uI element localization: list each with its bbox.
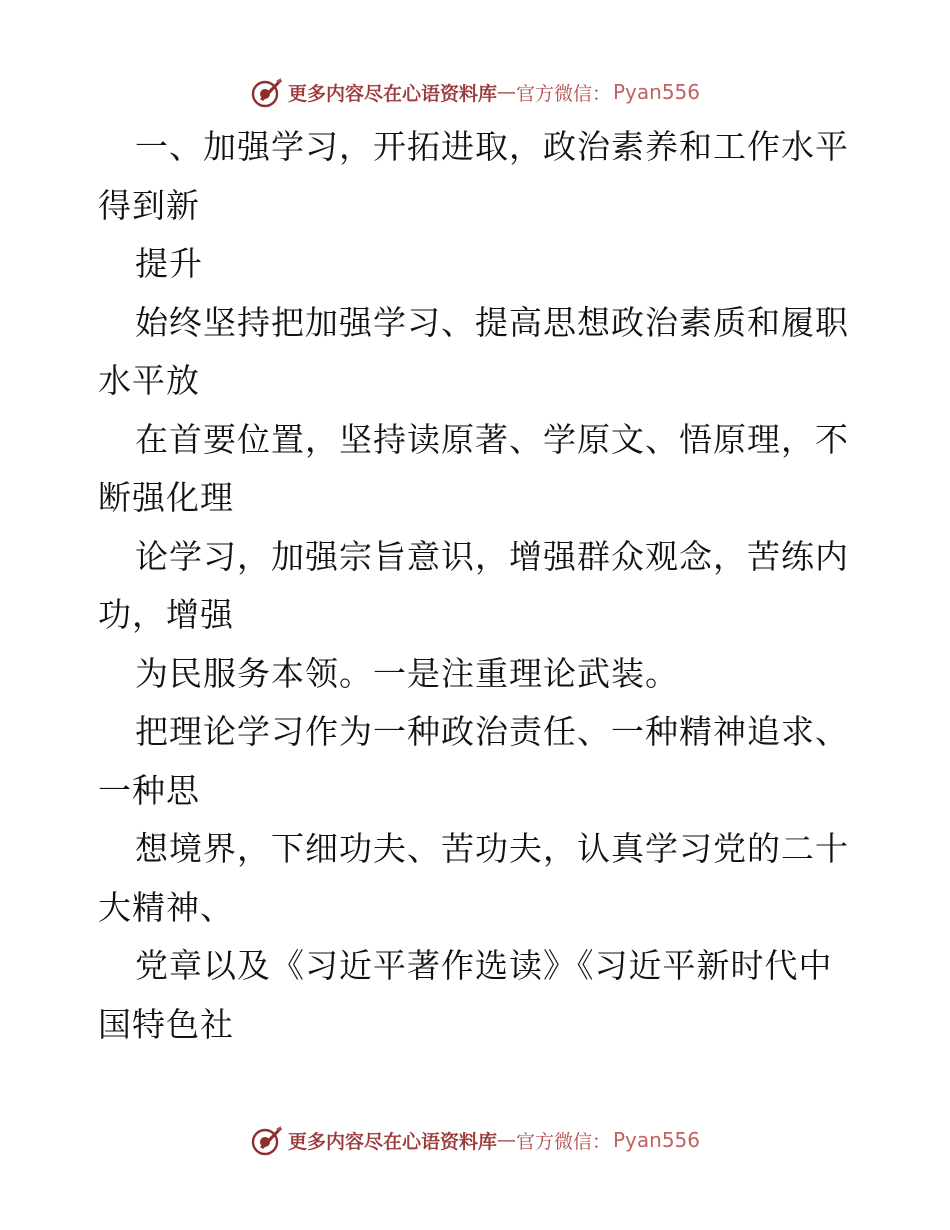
text-line: 得到新 — [98, 185, 200, 225]
text-line: 大精神、 — [98, 887, 234, 927]
text-line: 想境界，下细功夫、苦功夫，认真学习党的二十 — [135, 829, 849, 868]
banner-wechat-label: 官方微信： — [515, 82, 611, 105]
quill-pen-logo-icon — [250, 75, 284, 109]
text-line: 为民服务本领。一是注重理论武装。 — [135, 653, 679, 693]
footer-watermark-banner — [0, 1120, 950, 1160]
banner-dash: — — [496, 81, 516, 103]
text-line: 水平放 — [98, 361, 200, 400]
document-body — [98, 118, 858, 1054]
text-line: 论学习，加强宗旨意识，增强群众观念，苦练内 — [135, 536, 849, 576]
text-line: 一种思 — [98, 770, 200, 810]
text-line: 党章以及《习近平著作选读》《习近平新时代中 — [135, 946, 833, 985]
text-line: 一、加强学习，开拓进取，政治素养和工作水平 — [135, 127, 849, 166]
quill-pen-logo-icon — [250, 1123, 284, 1157]
text-line: 功，增强 — [98, 595, 234, 634]
text-line: 国特色社 — [98, 1004, 234, 1044]
banner-wechat-id: Pyan556 — [613, 80, 701, 104]
banner-wechat-id: Pyan556 — [613, 1128, 701, 1152]
text-line: 断强化理 — [98, 478, 234, 517]
text-line: 提升 — [135, 244, 203, 283]
text-line: 始终坚持把加强学习、提高思想政治素质和履职 — [135, 302, 849, 342]
header-watermark-banner — [0, 72, 950, 112]
text-line: 把理论学习作为一种政治责任、一种精神追求、 — [135, 712, 849, 751]
banner-wechat-label: 官方微信： — [515, 1130, 611, 1153]
banner-title: 更多内容尽在心语资料库 — [287, 82, 497, 105]
text-line: 在首要位置，坚持读原著、学原文、悟原理，不 — [135, 419, 849, 459]
banner-title: 更多内容尽在心语资料库 — [287, 1130, 497, 1153]
banner-dash: — — [496, 1129, 516, 1151]
